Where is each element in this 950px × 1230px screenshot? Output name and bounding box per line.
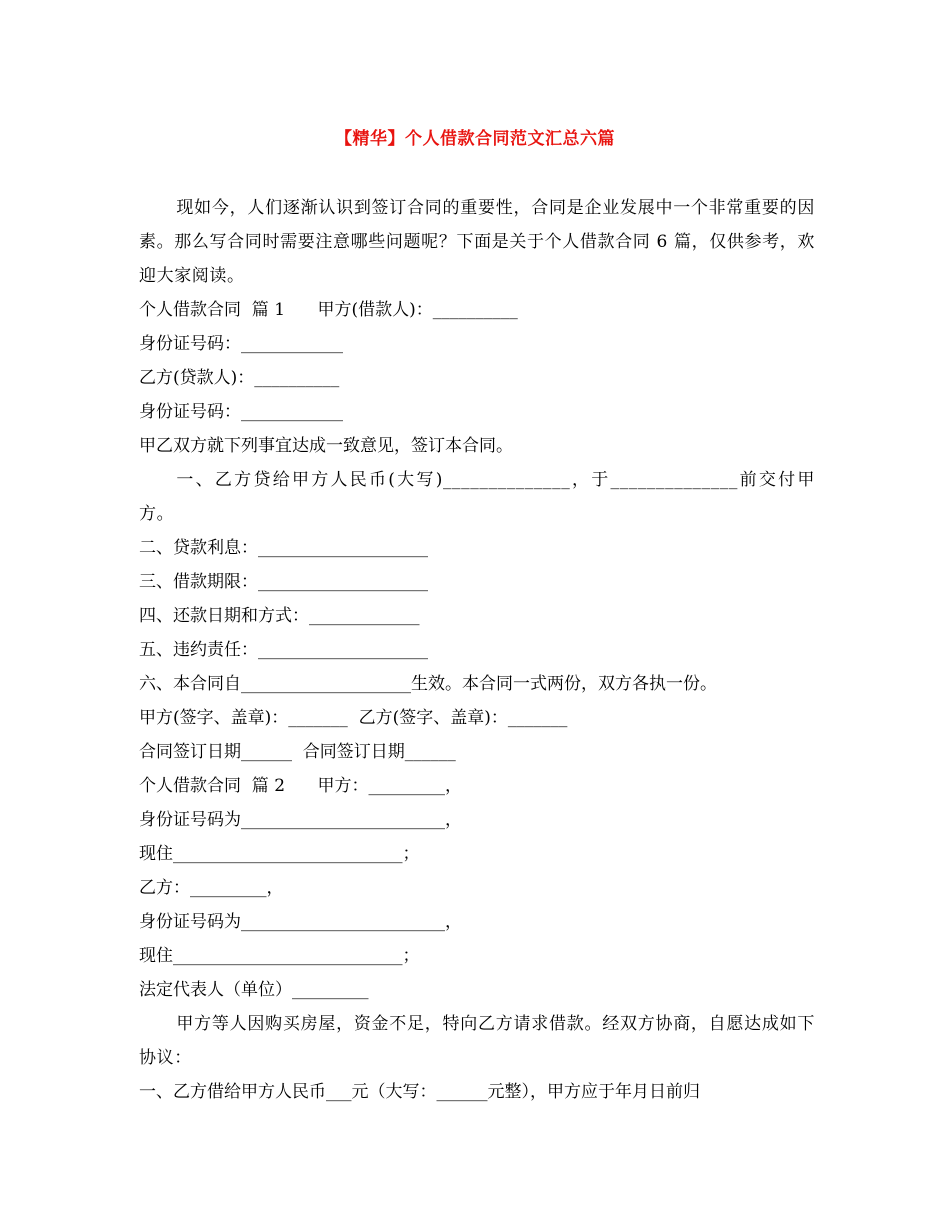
document-body bbox=[139, 191, 815, 1109]
body-line: 三、借款期限：____________________ bbox=[139, 572, 428, 592]
body-line: 六、本合同自____________________生效。本合同一式两份，双方各执一份。 bbox=[139, 674, 717, 694]
body-line: 身份证号码为________________________， bbox=[139, 912, 462, 932]
body-line: 个人借款合同 篇 2 甲方：_________， bbox=[139, 776, 462, 796]
body-line: 乙方：_________， bbox=[139, 878, 284, 898]
body-line: 一、乙方借给甲方人民币___元（大写：______元整），甲方应于年月日前归 bbox=[139, 1082, 700, 1102]
body-line: 个人借款合同 篇 1 甲方(借款人)：__________ bbox=[139, 300, 518, 320]
body-line: 甲方等人因购买房屋，资金不足，特向乙方请求借款。经双方协商，自愿达成如下协议： bbox=[139, 1014, 815, 1068]
body-line: 合同签订日期______ 合同签订日期______ bbox=[139, 742, 456, 762]
body-line: 一、乙方贷给甲方人民币(大写)______________，于______________前交付甲方。 bbox=[139, 470, 815, 524]
body-line: 身份证号码：____________ bbox=[139, 402, 343, 422]
body-line: 四、还款日期和方式：_____________ bbox=[139, 606, 420, 626]
body-line: 身份证号码为________________________， bbox=[139, 810, 462, 830]
intro-paragraph: 现如今，人们逐渐认识到签订合同的重要性，合同是企业发展中一个非常重要的因素。那么写合同时需要注意哪些问题呢？下面是关于个人借款合同 6 篇，仅供参考，欢迎大家阅读。 bbox=[139, 198, 815, 286]
body-line: 甲方(签字、盖章)：_______ 乙方(签字、盖章)：_______ bbox=[139, 708, 568, 728]
body-line: 二、贷款利息：____________________ bbox=[139, 538, 428, 558]
body-line: 乙方(贷款人)：__________ bbox=[139, 368, 340, 388]
body-line: 五、违约责任：____________________ bbox=[139, 640, 428, 660]
body-line: 现住___________________________； bbox=[139, 844, 420, 864]
body-line: 甲乙双方就下列事宜达成一致意见，签订本合同。 bbox=[139, 436, 513, 456]
body-line: 法定代表人（单位）_________ bbox=[139, 980, 369, 1000]
body-line: 身份证号码：____________ bbox=[139, 334, 343, 354]
body-line: 现住___________________________； bbox=[139, 946, 420, 966]
document-title: 【精华】个人借款合同范文汇总六篇 bbox=[335, 129, 615, 149]
